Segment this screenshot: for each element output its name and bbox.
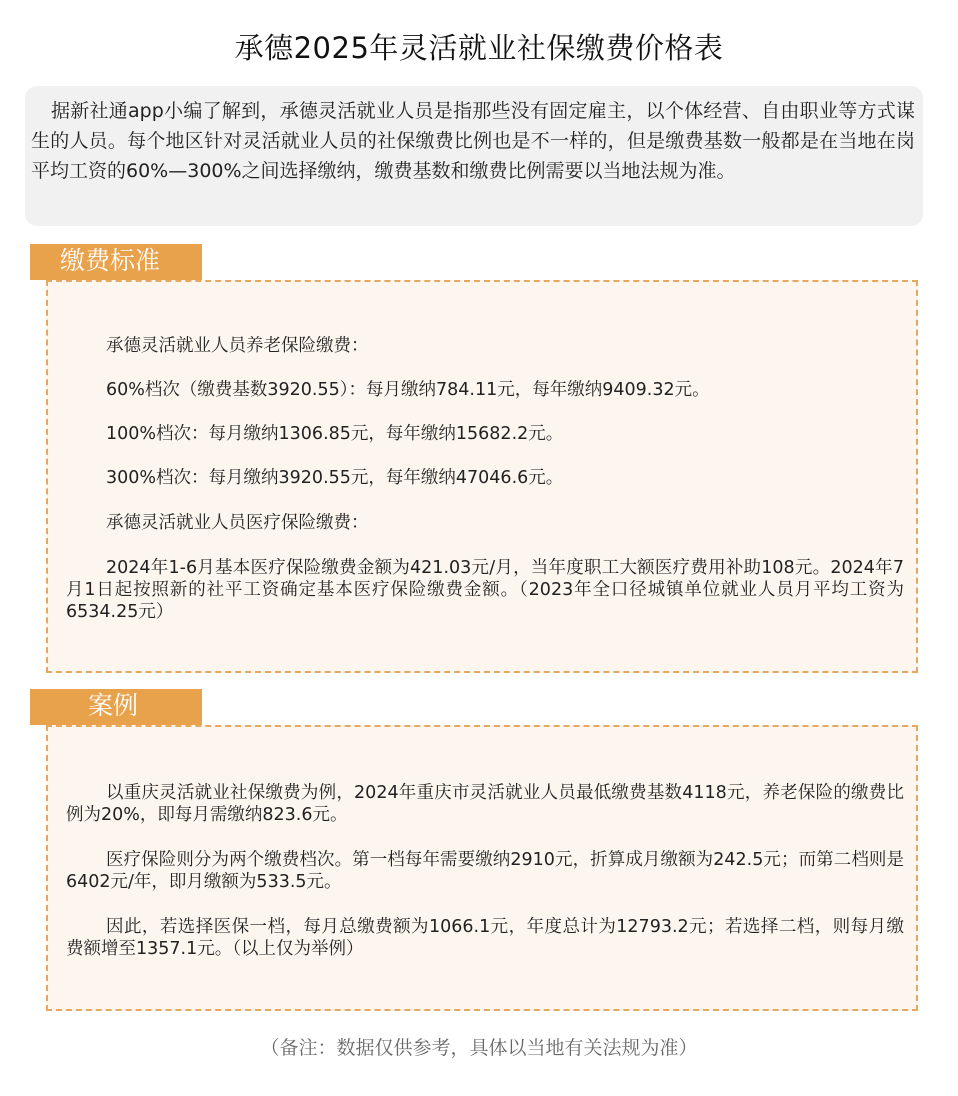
case-paragraph-2: 医疗保险则分为两个缴费档次。第一档每年需要缴纳2910元，折算成月缴额为242.5元；而第二档则是6402元/年，即月缴额为533.5元。 — [66, 850, 904, 892]
pension-title: 承德灵活就业人员养老保险缴费： — [106, 336, 369, 356]
pension-tier-300: 300%档次：每月缴纳3920.55元，每年缴纳47046.6元。 — [106, 468, 564, 488]
pension-tier-100: 100%档次：每月缴纳1306.85元，每年缴纳15682.2元。 — [106, 424, 564, 444]
medical-paragraph: 2024年1-6月基本医疗保险缴费金额为421.03元/月，当年度职工大额医疗费用补助108元。2024年7月1日起按照新的社平工资确定基本医疗保险缴费金额。（2023年全口径城镇单位就业人员月平均工资为6534.25元） — [66, 558, 904, 622]
case-paragraph-1: 以重庆灵活就业社保缴费为例，2024年重庆市灵活就业人员最低缴费基数4118元，养老保险的缴费比例为20%，即每月需缴纳823.6元。 — [66, 783, 904, 825]
pension-tier-60: 60%档次（缴费基数3920.55）：每月缴纳784.11元，每年缴纳9409.32元。 — [106, 380, 710, 400]
section-heading-standard: 缴费标准 — [30, 244, 202, 280]
intro-paragraph: 据新社通app小编了解到，承德灵活就业人员是指那些没有固定雇主，以个体经营、自由职业等方式谋生的人员。每个地区针对灵活就业人员的社保缴费比例也是不一样的，但是缴费基数一般都是在当地在岗平均工资的60%—300%之间选择缴纳，缴费基数和缴费比例需要以当地法规为准。 — [31, 100, 915, 182]
footnote: （备注：数据仅供参考，具体以当地有关法规为准） — [260, 1037, 698, 1059]
medical-title: 承德灵活就业人员医疗保险缴费： — [106, 513, 369, 533]
page-title: 承德2025年灵活就业社保缴费价格表 — [234, 31, 724, 65]
section-heading-case: 案例 — [30, 689, 202, 725]
case-paragraph-3: 因此，若选择医保一档，每月总缴费额为1066.1元，年度总计为12793.2元；若选择二档，则每月缴费额增至1357.1元。（以上仅为举例） — [66, 917, 904, 959]
